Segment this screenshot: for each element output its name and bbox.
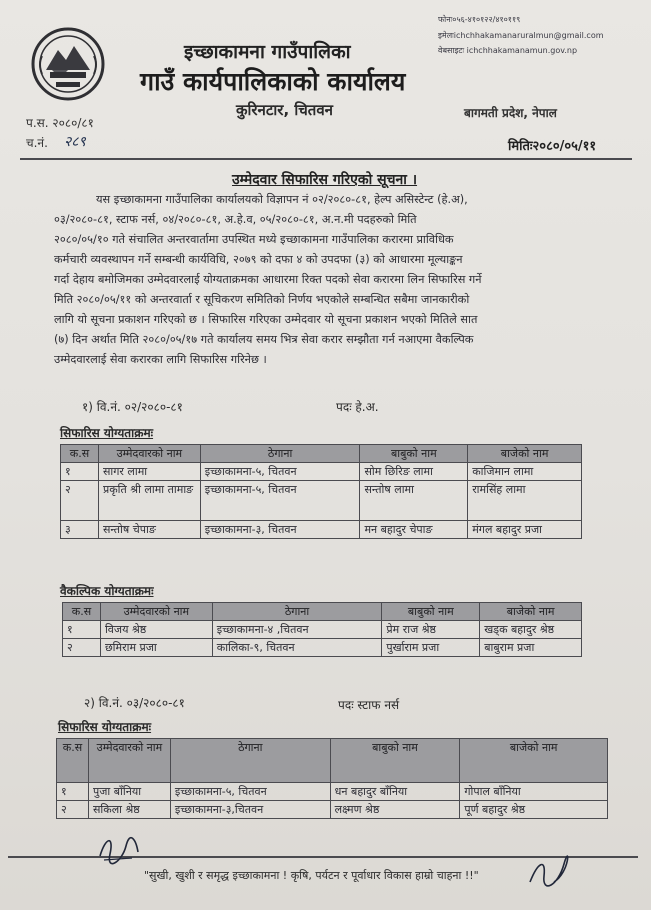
table-header-row xyxy=(61,445,582,463)
table-row xyxy=(61,521,582,539)
section2-vignapan: २) वि.नं. ०३/२०८०-८१ xyxy=(84,696,185,710)
cell-name: छमिराम प्रजा xyxy=(100,639,212,657)
footer-slogan: "सुखी, खुशी र समृद्ध इच्छाकामना ! कृषि, पर्यटन र पूर्वाधार विकास हाम्रो चाहना !!" xyxy=(144,869,479,882)
cell-sn: १ xyxy=(63,621,101,639)
header-father: बाबुको नाम xyxy=(330,739,460,783)
cell-name: प्रकृति श्री लामा तामाङ xyxy=(98,481,200,521)
section1-post: पदः हे.अ. xyxy=(336,400,379,414)
office-location: कुरिनटार, चितवन xyxy=(236,101,333,119)
notice-body xyxy=(54,190,632,370)
cell-grandfather: गोपाल बाँनिया xyxy=(460,783,608,801)
notice-line: लागि यो सूचना प्रकाशन गरिएको छ । सिफारिस गरिएका उम्मेदवार यो सूचना प्रकाशन भएको मितिले सात xyxy=(54,313,478,326)
header-address: ठेगाना xyxy=(170,739,330,783)
signature-right-icon xyxy=(524,852,574,892)
patra-sankhya: प.स. २०८०/८१ xyxy=(26,116,94,130)
cell-sn: १ xyxy=(61,463,99,481)
cell-father: प्रेम राज श्रेष्ठ xyxy=(382,621,480,639)
notice-line: ०३/२०८०-८१, स्टाफ नर्स, ०४/२०८०-८१, अ.हे.व, ०५/२०८०-८१, अ.न.मी पदहरुको मिति xyxy=(54,213,417,226)
section1-alternate-label: वैकल्पिक योग्यताक्रमः xyxy=(60,584,154,598)
contact-phone: फोनः०५६-४१०१२२/४१०११९ xyxy=(438,15,521,24)
office-name: गाउँ कार्यपालिकाको कार्यालय xyxy=(140,67,406,96)
header-father: बाबुको नाम xyxy=(360,445,468,463)
header-divider xyxy=(20,158,632,160)
section2-recommended-label: सिफारिस योग्यताक्रमः xyxy=(58,720,152,734)
header-candidate: उम्मेदवारको नाम xyxy=(88,739,170,783)
table-row xyxy=(63,639,582,657)
notice-title: उम्मेदवार सिफारिस गरिएको सूचना । xyxy=(232,172,418,188)
header-father: बाबुको नाम xyxy=(382,603,480,621)
cell-grandfather: काजिमान लामा xyxy=(468,463,582,481)
cell-address: इच्छाकामना-३,चितवन xyxy=(170,801,330,819)
notice-line: गर्दा देहाय बमोजिमका उम्मेदवारलाई योग्यताक्रमका आधारमा रिक्त पदको सेवा करारमा लिन सिफारिस गर्ने xyxy=(54,273,482,286)
cell-father: पुर्खाराम प्रजा xyxy=(382,639,480,657)
cell-father: लक्ष्मण श्रेष्ठ xyxy=(330,801,460,819)
header-candidate: उम्मेदवारको नाम xyxy=(100,603,212,621)
header-grandfather: बाजेको नाम xyxy=(460,739,608,783)
cell-address: इच्छाकामना-३, चितवन xyxy=(200,521,360,539)
header-grandfather: बाजेको नाम xyxy=(480,603,582,621)
header-sn: क.स xyxy=(63,603,101,621)
cell-name: सन्तोष चेपाङ xyxy=(98,521,200,539)
cell-sn: ३ xyxy=(61,521,99,539)
cell-sn: २ xyxy=(61,481,99,521)
cell-address: इच्छाकामना-४ ,चितवन xyxy=(212,621,382,639)
cell-name: पुजा बाँनिया xyxy=(88,783,170,801)
cell-address: इच्छाकामना-५, चितवन xyxy=(200,463,360,481)
cell-father: धन बहादुर बाँनिया xyxy=(330,783,460,801)
table-alternate-1 xyxy=(62,602,582,657)
notice-line: उम्मेदवारलाई सेवा करारका लागि सिफारिस गरिनेछ । xyxy=(54,353,267,366)
cell-address: इच्छाकामना-५, चितवन xyxy=(170,783,330,801)
table-row xyxy=(61,481,582,521)
contact-email: इमेलःichchhakamanaruralmun@gmail.com xyxy=(438,31,604,40)
section1-vignapan: १) वि.नं. ०२/२०८०-८१ xyxy=(82,400,183,414)
table-row xyxy=(57,783,608,801)
contact-website: वेबसाइटः ichchhakamanamun.gov.np xyxy=(438,46,578,55)
cell-sn: २ xyxy=(57,801,89,819)
header-grandfather: बाजेको नाम xyxy=(468,445,582,463)
cell-sn: १ xyxy=(57,783,89,801)
header-address: ठेगाना xyxy=(212,603,382,621)
section2-post: पदः स्टाफ नर्स xyxy=(338,698,400,712)
table-header-row xyxy=(57,739,608,783)
province-name: बागमती प्रदेश, नेपाल xyxy=(464,106,557,120)
cell-sn: २ xyxy=(63,639,101,657)
signature-left-icon xyxy=(96,832,142,868)
cell-father: सन्तोष लामा xyxy=(360,481,468,521)
cell-father: मन बहादुर चेपाङ xyxy=(360,521,468,539)
table-recommended-2 xyxy=(56,738,608,819)
table-header-row xyxy=(63,603,582,621)
table-row xyxy=(63,621,582,639)
notice-line: यस इच्छाकामना गाउँपालिका कार्यालयको विज्ञापन नं ०२/२०८०-८१, हेल्प असिस्टेन्ट (हे.अ), xyxy=(96,193,468,206)
cell-grandfather: रामसिंह लामा xyxy=(468,481,582,521)
section1-recommended-label: सिफारिस योग्यताक्रमः xyxy=(60,426,154,440)
chalani-number: २८९ xyxy=(64,134,86,150)
notice-line: मिति २०८०/०५/११ को अन्तरवार्ता र सूचिकरण समितिको निर्णय भएकोले सम्बन्धित सबैमा जानकारीको xyxy=(54,293,470,306)
cell-name: सागर लामा xyxy=(98,463,200,481)
cell-grandfather: बाबुराम प्रजा xyxy=(480,639,582,657)
cell-grandfather: पूर्ण बहादुर श्रेष्ठ xyxy=(460,801,608,819)
notice-line: (७) दिन अर्थात मिति २०८०/०५/१७ गते कार्यालय समय भित्र सेवा करार सम्झौता गर्न नआएमा वैकल्पिक xyxy=(54,333,474,346)
header-candidate: उम्मेदवारको नाम xyxy=(98,445,200,463)
notice-date: मितिः२०८०/०५/११ xyxy=(508,139,597,154)
header-sn: क.स xyxy=(57,739,89,783)
header-sn: क.स xyxy=(61,445,99,463)
notice-line: २०८०/०५/१० गते संचालित अन्तरवार्तामा उपस्थित मध्ये इच्छाकामना गाउँपालिका करारमा प्राविधिक xyxy=(54,233,454,246)
cell-grandfather: मंगल बहादुर प्रजा xyxy=(468,521,582,539)
municipality-name: इच्छाकामना गाउँपालिका xyxy=(184,41,351,63)
table-row xyxy=(57,801,608,819)
nepal-emblem-icon xyxy=(30,26,106,102)
chalani-label: च.नं. xyxy=(26,136,48,150)
cell-name: विजय श्रेष्ठ xyxy=(100,621,212,639)
cell-name: सकिला श्रेष्ठ xyxy=(88,801,170,819)
table-recommended-1 xyxy=(60,444,582,539)
cell-address: इच्छाकामना-५, चितवन xyxy=(200,481,360,521)
notice-line: कर्मचारी व्यवस्थापन गर्ने सम्बन्धी कार्यविधि, २०७९ को दफा ४ को उपदफा (३) को आधारमा मूल्याङ्कन xyxy=(54,253,463,266)
table-row xyxy=(61,463,582,481)
cell-address: कालिका-९, चितवन xyxy=(212,639,382,657)
header-address: ठेगाना xyxy=(200,445,360,463)
cell-grandfather: खड्क बहादुर श्रेष्ठ xyxy=(480,621,582,639)
cell-father: सोम छिरिङ लामा xyxy=(360,463,468,481)
